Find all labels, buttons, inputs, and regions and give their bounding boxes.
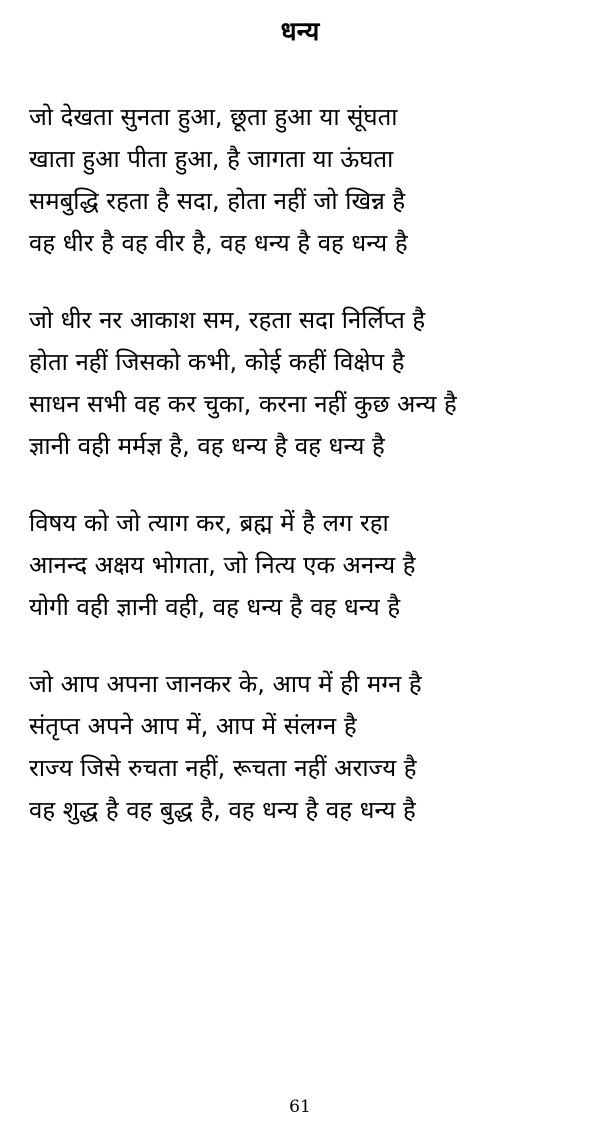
stanza-1 (29, 96, 589, 264)
poem-body (29, 96, 589, 866)
verse-line: विषय को जो त्याग कर, ब्रह्म में है लग रहा (29, 509, 389, 537)
verse-line: राज्य जिसे रुचता नहीं, रूचता नहीं अराज्य है (29, 754, 417, 782)
verse-line: संतृप्त अपने आप में, आप में संलग्न है (29, 712, 357, 740)
verse-line: होता नहीं जिसको कभी, कोई कहीं विक्षेप है (29, 348, 405, 376)
poem-title: धन्य (280, 17, 320, 47)
verse-line: जो देखता सुनता हुआ, छूता हुआ या सूंघता (29, 103, 398, 131)
verse-line: जो धीर नर आकाश सम, रहता सदा निर्लिप्त है (29, 306, 426, 334)
verse-line: जो आप अपना जानकर के, आप में ही मग्न है (29, 670, 422, 698)
stanza-4 (29, 663, 589, 831)
verse-line: समबुद्धि रहता है सदा, होता नहीं जो खिन्न है (29, 187, 406, 215)
verse-line: ज्ञानी वही मर्मज्ञ है, वह धन्य है वह धन्य है (29, 432, 385, 460)
page-number: 61 (289, 1097, 311, 1117)
verse-line: आनन्द अक्षय भोगता, जो नित्य एक अनन्य है (29, 551, 416, 579)
verse-line: वह शुद्ध है वह बुद्ध है, वह धन्य है वह धन्य है (29, 796, 416, 824)
verse-line: साधन सभी वह कर चुका, करना नहीं कुछ अन्य है (29, 390, 457, 418)
verse-line: वह धीर है वह वीर है, वह धन्य है वह धन्य है (29, 229, 408, 257)
stanza-3 (29, 502, 589, 628)
verse-line: योगी वही ज्ञानी वही, वह धन्य है वह धन्य है (29, 593, 401, 621)
verse-line: खाता हुआ पीता हुआ, है जागता या ऊंघता (29, 145, 394, 173)
stanza-2 (29, 299, 589, 467)
